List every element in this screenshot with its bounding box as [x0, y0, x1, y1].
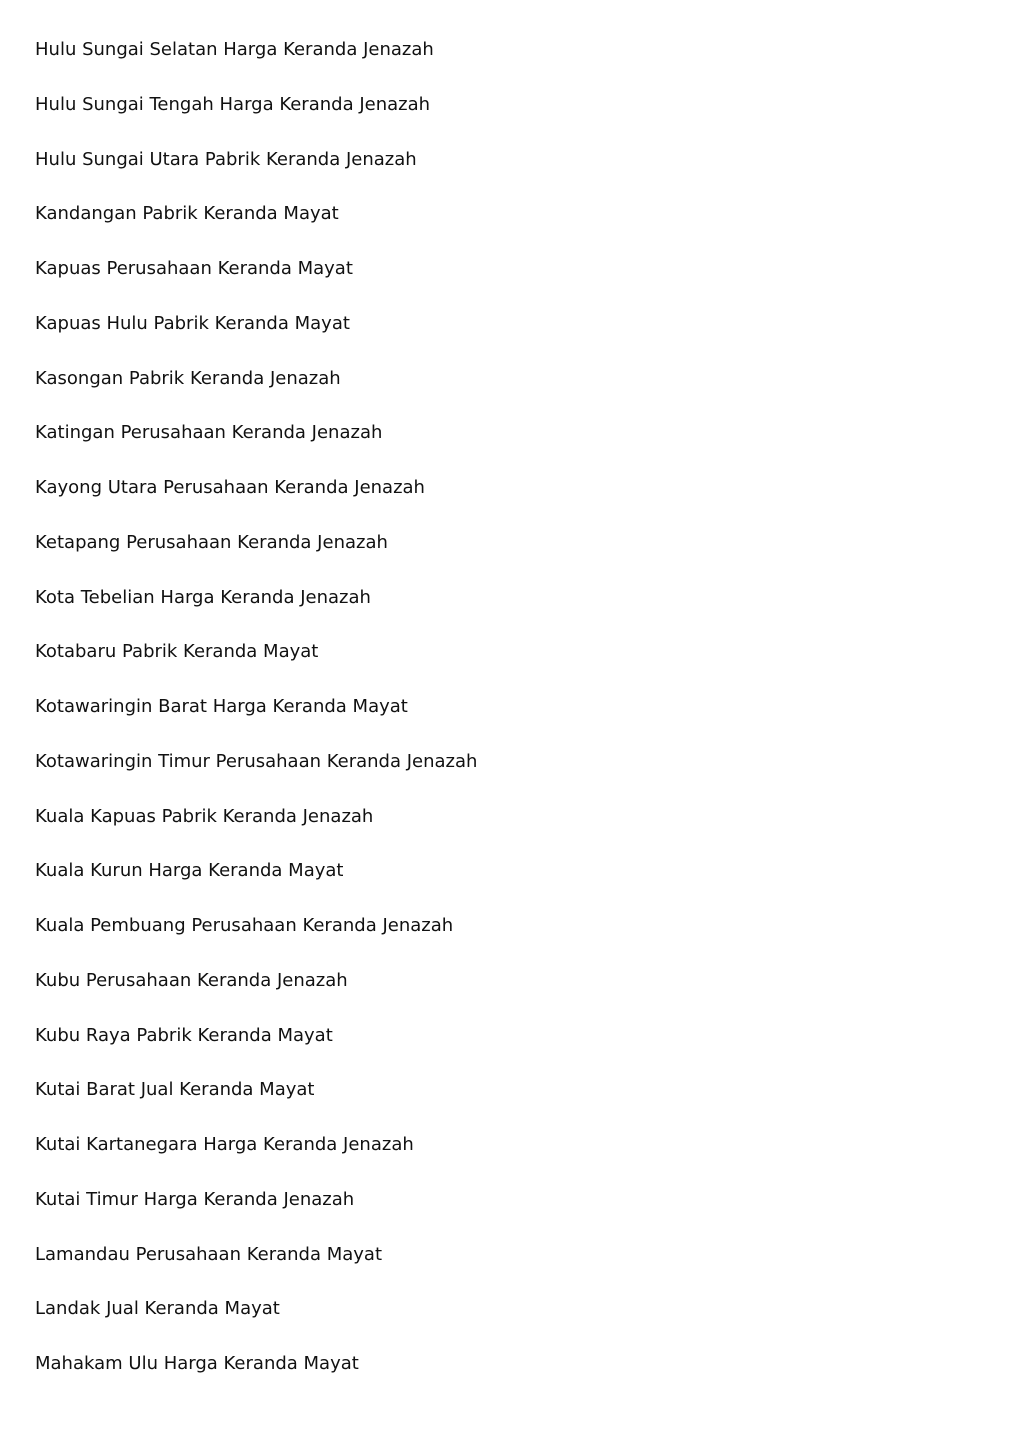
list-link[interactable]: Hulu Sungai Tengah Harga Keranda Jenazah [35, 93, 431, 115]
list-item [35, 1297, 477, 1352]
list-link[interactable]: Katingan Perusahaan Keranda Jenazah [35, 422, 383, 444]
list-link[interactable]: Kandangan Pabrik Keranda Mayat [35, 203, 339, 225]
list-item [35, 1243, 477, 1298]
list-item [35, 148, 477, 203]
list-link[interactable]: Kubu Raya Pabrik Keranda Mayat [35, 1024, 333, 1046]
list-item [35, 38, 477, 93]
list-item [35, 695, 477, 750]
list-link[interactable]: Kutai Timur Harga Keranda Jenazah [35, 1188, 355, 1210]
list-item [35, 1024, 477, 1079]
list-link[interactable]: Kasongan Pabrik Keranda Jenazah [35, 367, 341, 389]
list-link[interactable]: Kuala Pembuang Perusahaan Keranda Jenazah [35, 915, 454, 936]
list-link[interactable]: Landak Jual Keranda Mayat [35, 1298, 280, 1320]
list-item [35, 859, 477, 914]
list-item [35, 805, 477, 860]
list-item [35, 367, 477, 422]
list-item [35, 93, 477, 148]
list-link[interactable]: Kuala Kapuas Pabrik Keranda Jenazah [35, 805, 374, 827]
list-item [35, 1188, 477, 1243]
list-link[interactable]: Kubu Perusahaan Keranda Jenazah [35, 969, 348, 991]
list-item [35, 750, 477, 805]
link-list [35, 38, 477, 1407]
list-link[interactable]: Kapuas Hulu Pabrik Keranda Mayat [35, 312, 350, 334]
list-link[interactable]: Kotawaringin Timur Perusahaan Keranda Jenazah [35, 750, 478, 772]
list-link[interactable]: Kutai Kartanegara Harga Keranda Jenazah [35, 1134, 414, 1155]
list-item [35, 257, 477, 312]
list-link[interactable]: Hulu Sungai Selatan Harga Keranda Jenazah [35, 39, 434, 60]
list-item [35, 1078, 477, 1133]
list-link[interactable]: Ketapang Perusahaan Keranda Jenazah [35, 531, 388, 553]
list-link[interactable]: Hulu Sungai Utara Pabrik Keranda Jenazah [35, 148, 417, 170]
list-item [35, 1133, 477, 1188]
list-link[interactable]: Mahakam Ulu Harga Keranda Mayat [35, 1353, 359, 1374]
list-link[interactable]: Kutai Barat Jual Keranda Mayat [35, 1079, 315, 1101]
list-item [35, 586, 477, 641]
list-item [35, 421, 477, 476]
list-item [35, 1352, 477, 1407]
list-link[interactable]: Lamandau Perusahaan Keranda Mayat [35, 1243, 383, 1265]
list-link[interactable]: Kuala Kurun Harga Keranda Mayat [35, 860, 344, 882]
list-link[interactable]: Kotabaru Pabrik Keranda Mayat [35, 641, 319, 663]
list-item [35, 969, 477, 1024]
list-link[interactable]: Kotawaringin Barat Harga Keranda Mayat [35, 696, 408, 717]
list-item [35, 914, 477, 969]
list-link[interactable]: Kayong Utara Perusahaan Keranda Jenazah [35, 477, 425, 498]
list-item [35, 476, 477, 531]
list-item [35, 312, 477, 367]
list-item [35, 640, 477, 695]
list-link[interactable]: Kapuas Perusahaan Keranda Mayat [35, 258, 353, 279]
list-item [35, 531, 477, 586]
list-link[interactable]: Kota Tebelian Harga Keranda Jenazah [35, 586, 371, 608]
list-item [35, 202, 477, 257]
